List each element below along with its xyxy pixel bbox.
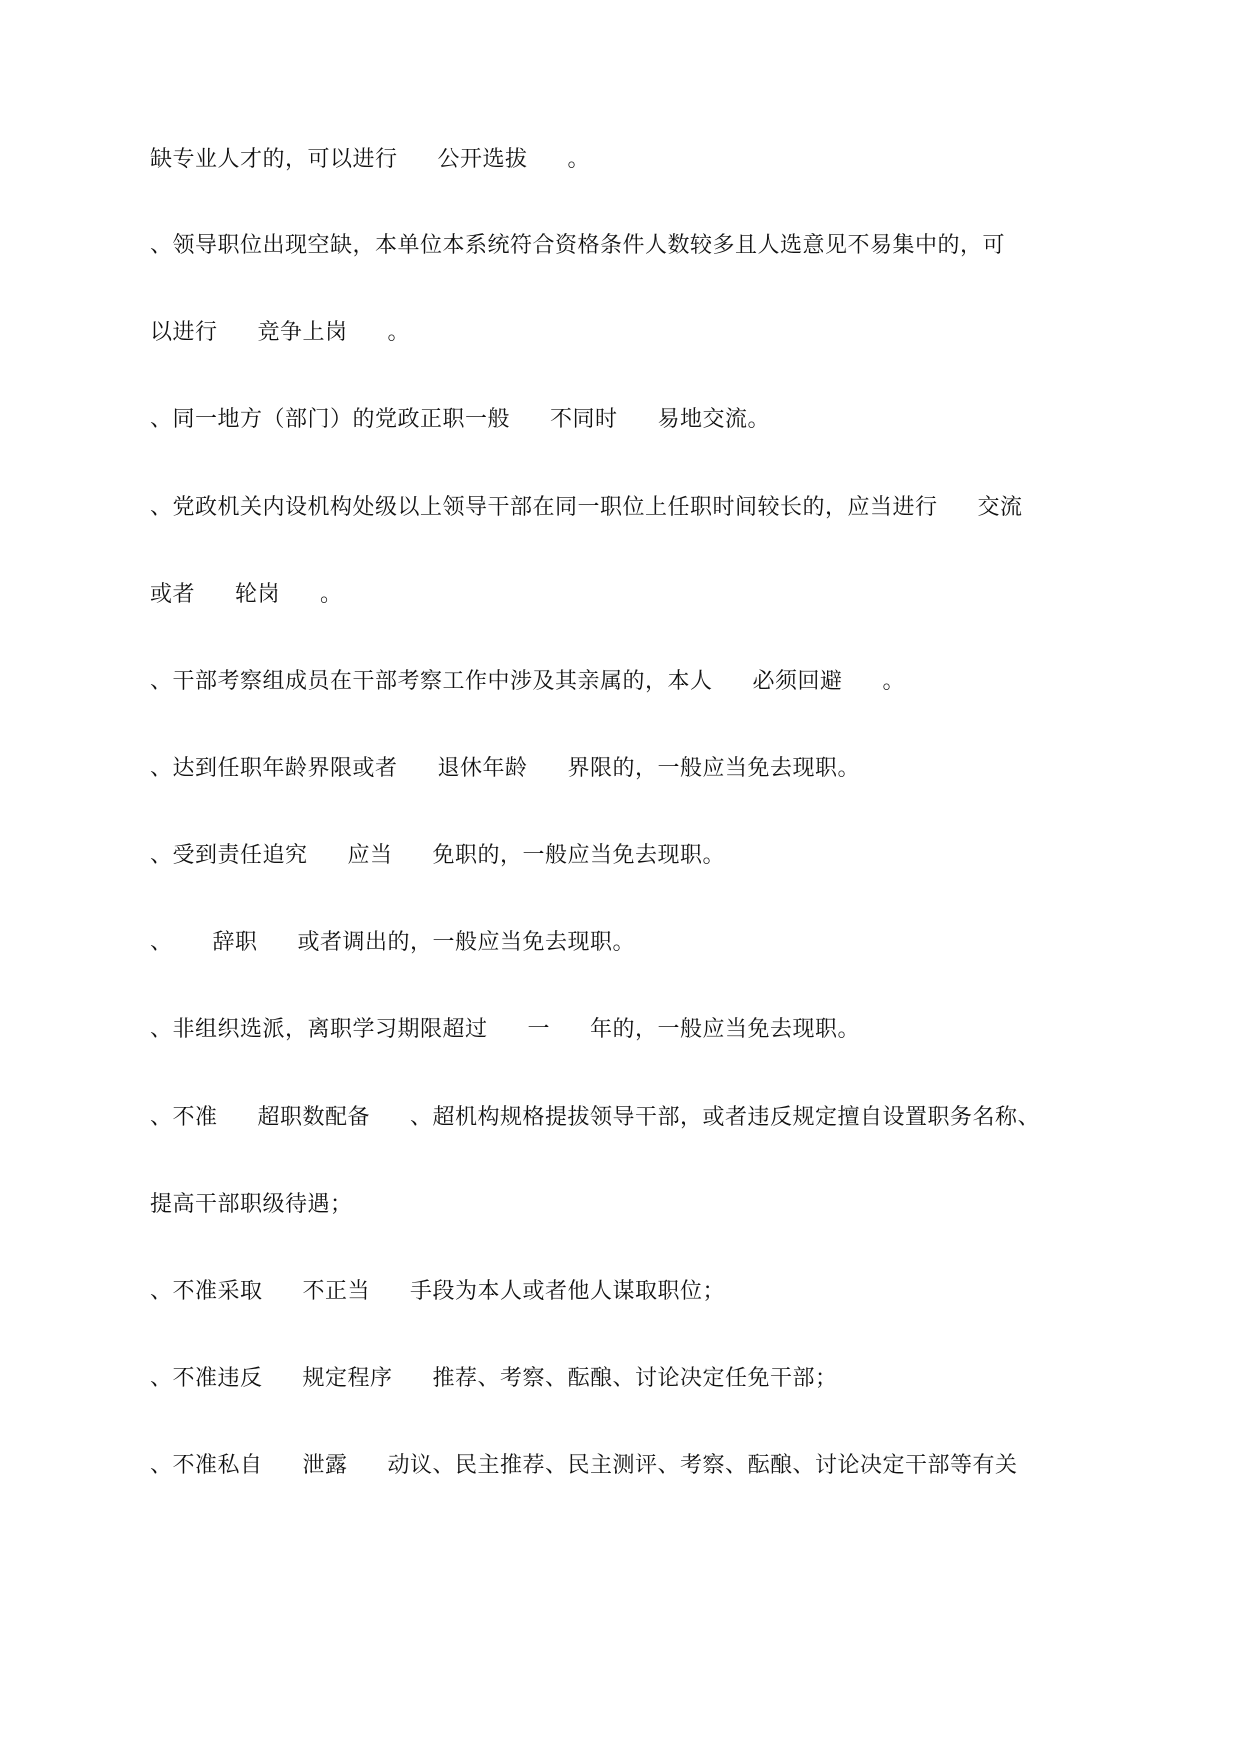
text-segment: 、领导职位出现空缺，本单位本系统符合资格条件人数较多且人选意见不易集中的，可 [149, 233, 1005, 258]
text-line [120, 1247, 725, 1337]
text-line [120, 637, 905, 727]
text-line [120, 985, 860, 1075]
fill-in-answer: 泄露 [302, 1453, 348, 1478]
text-segment: 手段为本人或者他人谋取职位； [410, 1279, 726, 1304]
text-segment: 。 [567, 147, 591, 172]
text-segment: 。 [882, 669, 906, 694]
text-segment: 、非组织选派，离职学习期限超过 [149, 1017, 488, 1042]
fill-in-answer: 退休年龄 [437, 756, 528, 781]
text-segment: 易地交流。 [657, 407, 771, 432]
fill-in-answer: 一 [527, 1017, 551, 1042]
text-segment: 缺专业人才的，可以进行 [149, 147, 398, 172]
text-line [120, 724, 860, 814]
text-segment: 。 [387, 320, 411, 345]
text-segment: 年的，一般应当免去现职。 [590, 1017, 861, 1042]
text-segment: 、不准私自 [149, 1453, 263, 1478]
fill-in-answer: 应当 [347, 843, 393, 868]
fill-in-answer: 交流 [977, 495, 1023, 520]
text-segment: 、同一地方（部门）的党政正职一般 [149, 407, 510, 432]
text-line [120, 1160, 353, 1250]
text-segment: 、不准采取 [149, 1279, 263, 1304]
text-line [120, 115, 590, 205]
text-line [120, 375, 770, 465]
text-segment: 推荐、考察、酝酿、讨论决定任免干部； [432, 1366, 838, 1391]
text-segment: 提高干部职级待遇； [149, 1192, 353, 1217]
text-line [120, 1073, 1040, 1163]
text-segment: 、不准违反 [149, 1366, 263, 1391]
text-segment: 或者调出的，一般应当免去现职。 [297, 930, 636, 955]
text-segment: 或者 [149, 582, 195, 607]
text-line [120, 201, 1005, 291]
fill-in-answer: 不同时 [550, 407, 618, 432]
text-segment: 、 [149, 930, 173, 955]
text-line [120, 1421, 1018, 1511]
text-segment: 、党政机关内设机构处级以上领导干部在同一职位上任职时间较长的，应当进行 [149, 495, 938, 520]
fill-in-answer: 必须回避 [752, 669, 843, 694]
fill-in-answer: 超职数配备 [257, 1105, 371, 1130]
text-segment: 、超机构规格提拔领导干部，或者违反规定擅自设置职务名称、 [410, 1105, 1041, 1130]
text-line [120, 811, 725, 901]
text-segment: 以进行 [149, 320, 218, 345]
text-segment: 。 [320, 582, 343, 607]
text-segment: 免职的，一般应当免去现职。 [432, 843, 726, 868]
text-segment: 、达到任职年龄界限或者 [149, 756, 398, 781]
text-segment: 、不准 [149, 1105, 218, 1130]
fill-in-answer: 不正当 [302, 1279, 371, 1304]
text-line [120, 288, 410, 378]
fill-in-answer: 公开选拔 [437, 147, 528, 172]
fill-in-answer: 规定程序 [302, 1366, 393, 1391]
fill-in-answer: 竞争上岗 [257, 320, 348, 345]
text-segment: 、干部考察组成员在干部考察工作中涉及其亲属的，本人 [149, 669, 713, 694]
text-line [120, 550, 343, 640]
text-segment: 、受到责任追究 [149, 843, 308, 868]
text-line [120, 463, 1023, 553]
text-line [120, 898, 635, 988]
text-segment: 动议、民主推荐、民主测评、考察、酝酿、讨论决定干部等有关 [387, 1453, 1018, 1478]
fill-in-answer: 辞职 [212, 930, 258, 955]
text-segment: 界限的，一般应当免去现职。 [567, 756, 861, 781]
fill-in-answer: 轮岗 [235, 582, 281, 607]
text-line [120, 1334, 838, 1424]
